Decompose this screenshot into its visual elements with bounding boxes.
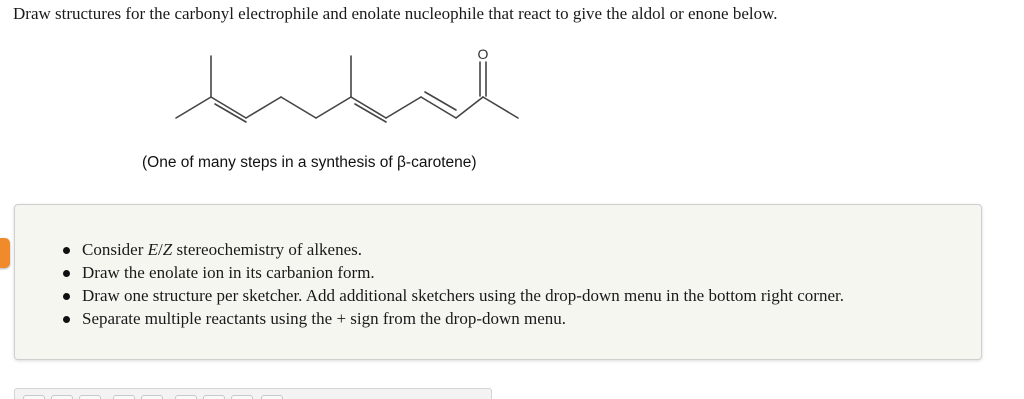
bullet-icon [63, 293, 70, 300]
side-tab-handle[interactable] [0, 238, 10, 268]
sketcher-tool-button[interactable] [203, 395, 225, 399]
oxygen-label: O [477, 48, 489, 62]
sketcher-tool-button[interactable] [141, 395, 163, 399]
hint-list [63, 238, 844, 330]
hint-em-text: E [147, 240, 159, 259]
hint-em-text: Z [162, 240, 173, 259]
hint-panel [14, 204, 982, 360]
hint-text: Draw the enolate ion in its carbanion form. [82, 263, 375, 282]
sketcher-tool-button[interactable] [231, 395, 253, 399]
hint-text: stereochemistry of alkenes. [172, 240, 362, 259]
structure-caption: (One of many steps in a synthesis of β-carotene) [142, 154, 477, 171]
hint-item [63, 307, 844, 330]
question-prompt: Draw structures for the carbonyl electrophile and enolate nucleophile that react to give the aldol or enone below. [13, 4, 778, 23]
sketcher-tool-button[interactable] [175, 395, 197, 399]
enone-structure [170, 48, 530, 128]
hint-slash-text: / [158, 240, 163, 259]
sketcher-toolbar [14, 388, 492, 399]
bullet-icon [63, 316, 70, 323]
bullet-icon [63, 247, 70, 254]
sketcher-tool-button[interactable] [261, 395, 283, 399]
hint-text: Draw one structure per sketcher. Add additional sketchers using the drop-down menu in the bottom right corner. [82, 286, 844, 305]
hint-item [63, 261, 844, 284]
hint-item [63, 238, 844, 261]
bullet-icon [63, 270, 70, 277]
hint-text: Separate multiple reactants using the + sign from the drop-down menu. [82, 309, 567, 328]
sketcher-tool-button[interactable] [79, 395, 101, 399]
sketcher-tool-button[interactable] [113, 395, 135, 399]
hint-text: Consider [82, 240, 148, 259]
sketcher-tool-button[interactable] [51, 395, 73, 399]
sketcher-tool-button[interactable] [23, 395, 45, 399]
hint-item [63, 284, 844, 307]
